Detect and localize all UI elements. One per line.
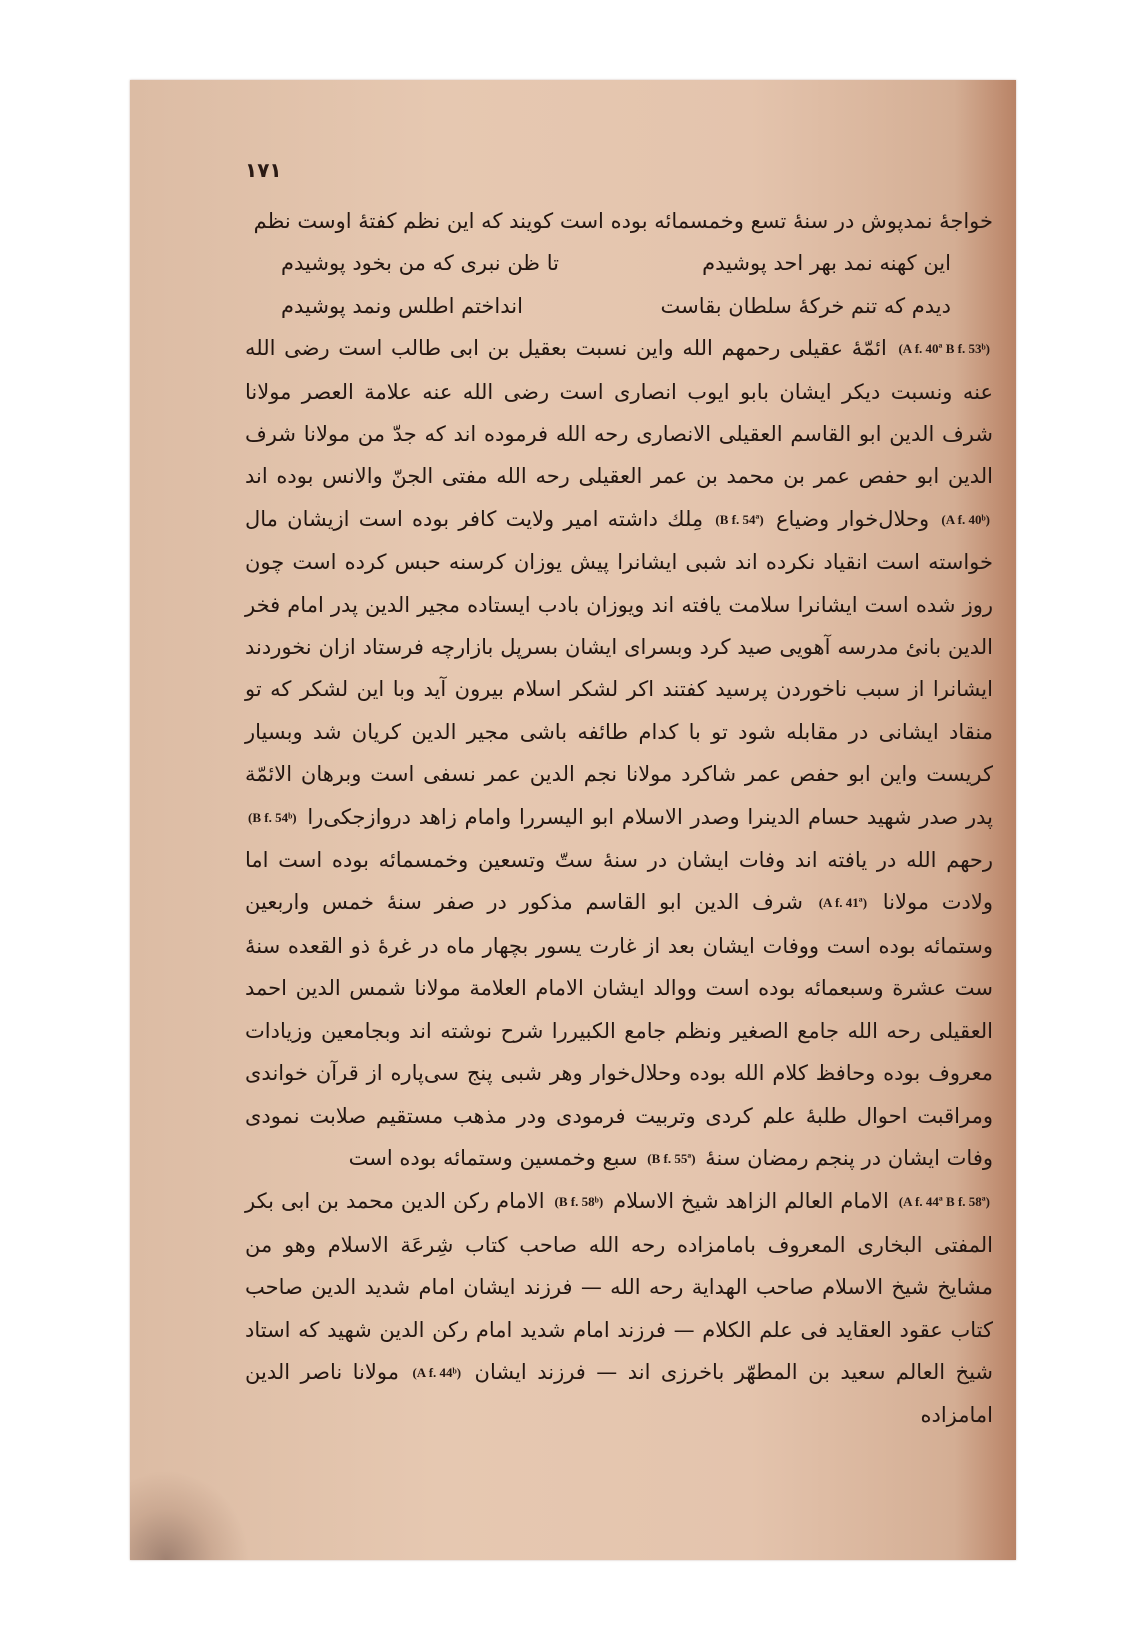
section-text: سبع وخمسین وستمائه بوده است bbox=[348, 1145, 645, 1170]
manuscript-reference: (A f. 41ª) bbox=[818, 895, 868, 911]
section-text: الامام رکن الدین محمد بن ابی بکر المفتی البخاری المعروف بامامزاده رحه الله صاحب کتاب شِرعَة الاسلام وهو من مشایخ شیخ الاسلام صاحب الهدایة رحه الله — فرزند ایشان امام شدید الدین صاحب کتاب عقود العقاید فی علم الکلام — فرزند امام شدید امام رکن الدین شهید که استاد شیخ العالم سعید بن المطهّر باخرزی اند — فرزند ایشان bbox=[245, 1189, 993, 1384]
section-text: مولانا ناصر الدین امامزاده bbox=[245, 1359, 993, 1428]
manuscript-reference: (A f. 40ᵇ) bbox=[941, 511, 991, 527]
section-text: الامام العالم الزاهد شیخ الاسلام bbox=[606, 1189, 896, 1214]
section-text: ائمّهٔ عقیلی رحمهم الله واین نسبت بعقیل بن ابی طالب است رضی الله عنه ونسبت دیکر ایشان بابو ایوب انصاری است رضی الله عنه علامة العصر مولانا شرف الدین ابو القاسم العقیلی الانصاری رحه الله فرموده اند که جدّ من مولانا شرف الدین ابو حفص عمر بن محمد بن عمر العقیلی رحه الله مفتی الجنّ والانس بوده اند bbox=[245, 336, 993, 489]
section-aqili-imams bbox=[245, 327, 993, 1180]
section-text: وحلال‌خوار وضیاع bbox=[766, 506, 939, 531]
poem-hemistich-second: انداختم اطلس ونمد پوشیدم bbox=[281, 293, 523, 318]
page-number: ۱۷۱ bbox=[245, 158, 282, 182]
text-block bbox=[245, 200, 993, 1437]
manuscript-reference: (A f. 44ª B f. 58ª) bbox=[898, 1194, 990, 1210]
manuscript-reference: (B f. 54ª) bbox=[715, 511, 764, 527]
poem-bayt bbox=[281, 285, 951, 327]
manuscript-reference: (A f. 44ᵇ) bbox=[412, 1364, 462, 1380]
manuscript-reference: (A f. 40ª B f. 53ᵇ) bbox=[898, 341, 990, 357]
section-text: شرف الدین ابو القاسم مذکور در صفر سنهٔ خمس واربعین وستمائه بوده است ووفات ایشان بعد از غارت یسور بچهار ماه در غرهٔ ذو القعده سنهٔ ست عشرة وسبعمائه بوده است ووالد ایشان الامام العلامة مولانا شمس الدین احمد العقیلی رحه الله جامع الصغیر ونظم جامع الکبیررا شرح نوشته اند وبجامعین وزیادات معروف بوده وحافظ کلام الله بوده وحلال‌خوار وهر شبی پنج سی‌پاره از قرآن خواندی ومراقبت احوال طلبهٔ علم کردی وتربیت فرمودی ودر مذهب مستقیم صلابت نمودی وفات ایشان در پنجم رمضان سنهٔ bbox=[245, 890, 993, 1170]
poem-hemistich-first: این کهنه نمد بهر احد پوشیدم bbox=[702, 251, 951, 276]
poem-bayt bbox=[281, 242, 951, 284]
section-text: رحهم الله در یافته اند وفات ایشان در سنهٔ ستّ وتسعین وخمسمائه بوده است اما ولادت مولانا bbox=[245, 848, 993, 915]
poem bbox=[245, 242, 993, 327]
manuscript-reference: (B f. 58ᵇ) bbox=[554, 1194, 604, 1210]
section-text: مِلك داشته امیر ولایت کافر بوده است ازیشان مال خواسته است انقیاد نکرده اند شبی ایشانرا پیش یوزان کرسنه حبس کرده است چون روز شده است ایشانرا سلامت یافته اند ویوزان بادب ایستاده مجیر الدین پدر امام فخر الدین بانئ مدرسه آهویی صید کرد وبسرای ایشان بسرپل بازارچه فرستاد ازان نخوردند ایشانرا از سبب ناخوردن پرسید کفتند اکر لشکر اسلام بیرون آید وبا این لشکر که تو منقاد ایشانی در مقابله شود تو با کدام طائفه باشی مجیر الدین کریان شد وبسیار کریست واین ابو حفص عمر شاکرد مولانا نجم الدین عمر نسفی است وبرهان الائمّة پدر صدر شهید حسام الدینرا وصدر الاسلام ابو الیسررا وامام زاهد دروازجکی‌را bbox=[245, 506, 993, 829]
intro-paragraph: خواجهٔ نمدپوش در سنهٔ تسع وخمسمائه بوده است کویند که این نظم کفتهٔ اوست نظم bbox=[253, 209, 993, 233]
manuscript-reference: (B f. 54ᵇ) bbox=[248, 809, 297, 825]
poem-hemistich-second: تا ظن نبری که من بخود پوشیدم bbox=[281, 251, 559, 276]
poem-hemistich-first: دیدم که تنم خرکهٔ سلطان بقاست bbox=[660, 293, 951, 318]
section-imamzade bbox=[245, 1180, 993, 1436]
manuscript-reference: (B f. 55ª) bbox=[647, 1150, 696, 1166]
